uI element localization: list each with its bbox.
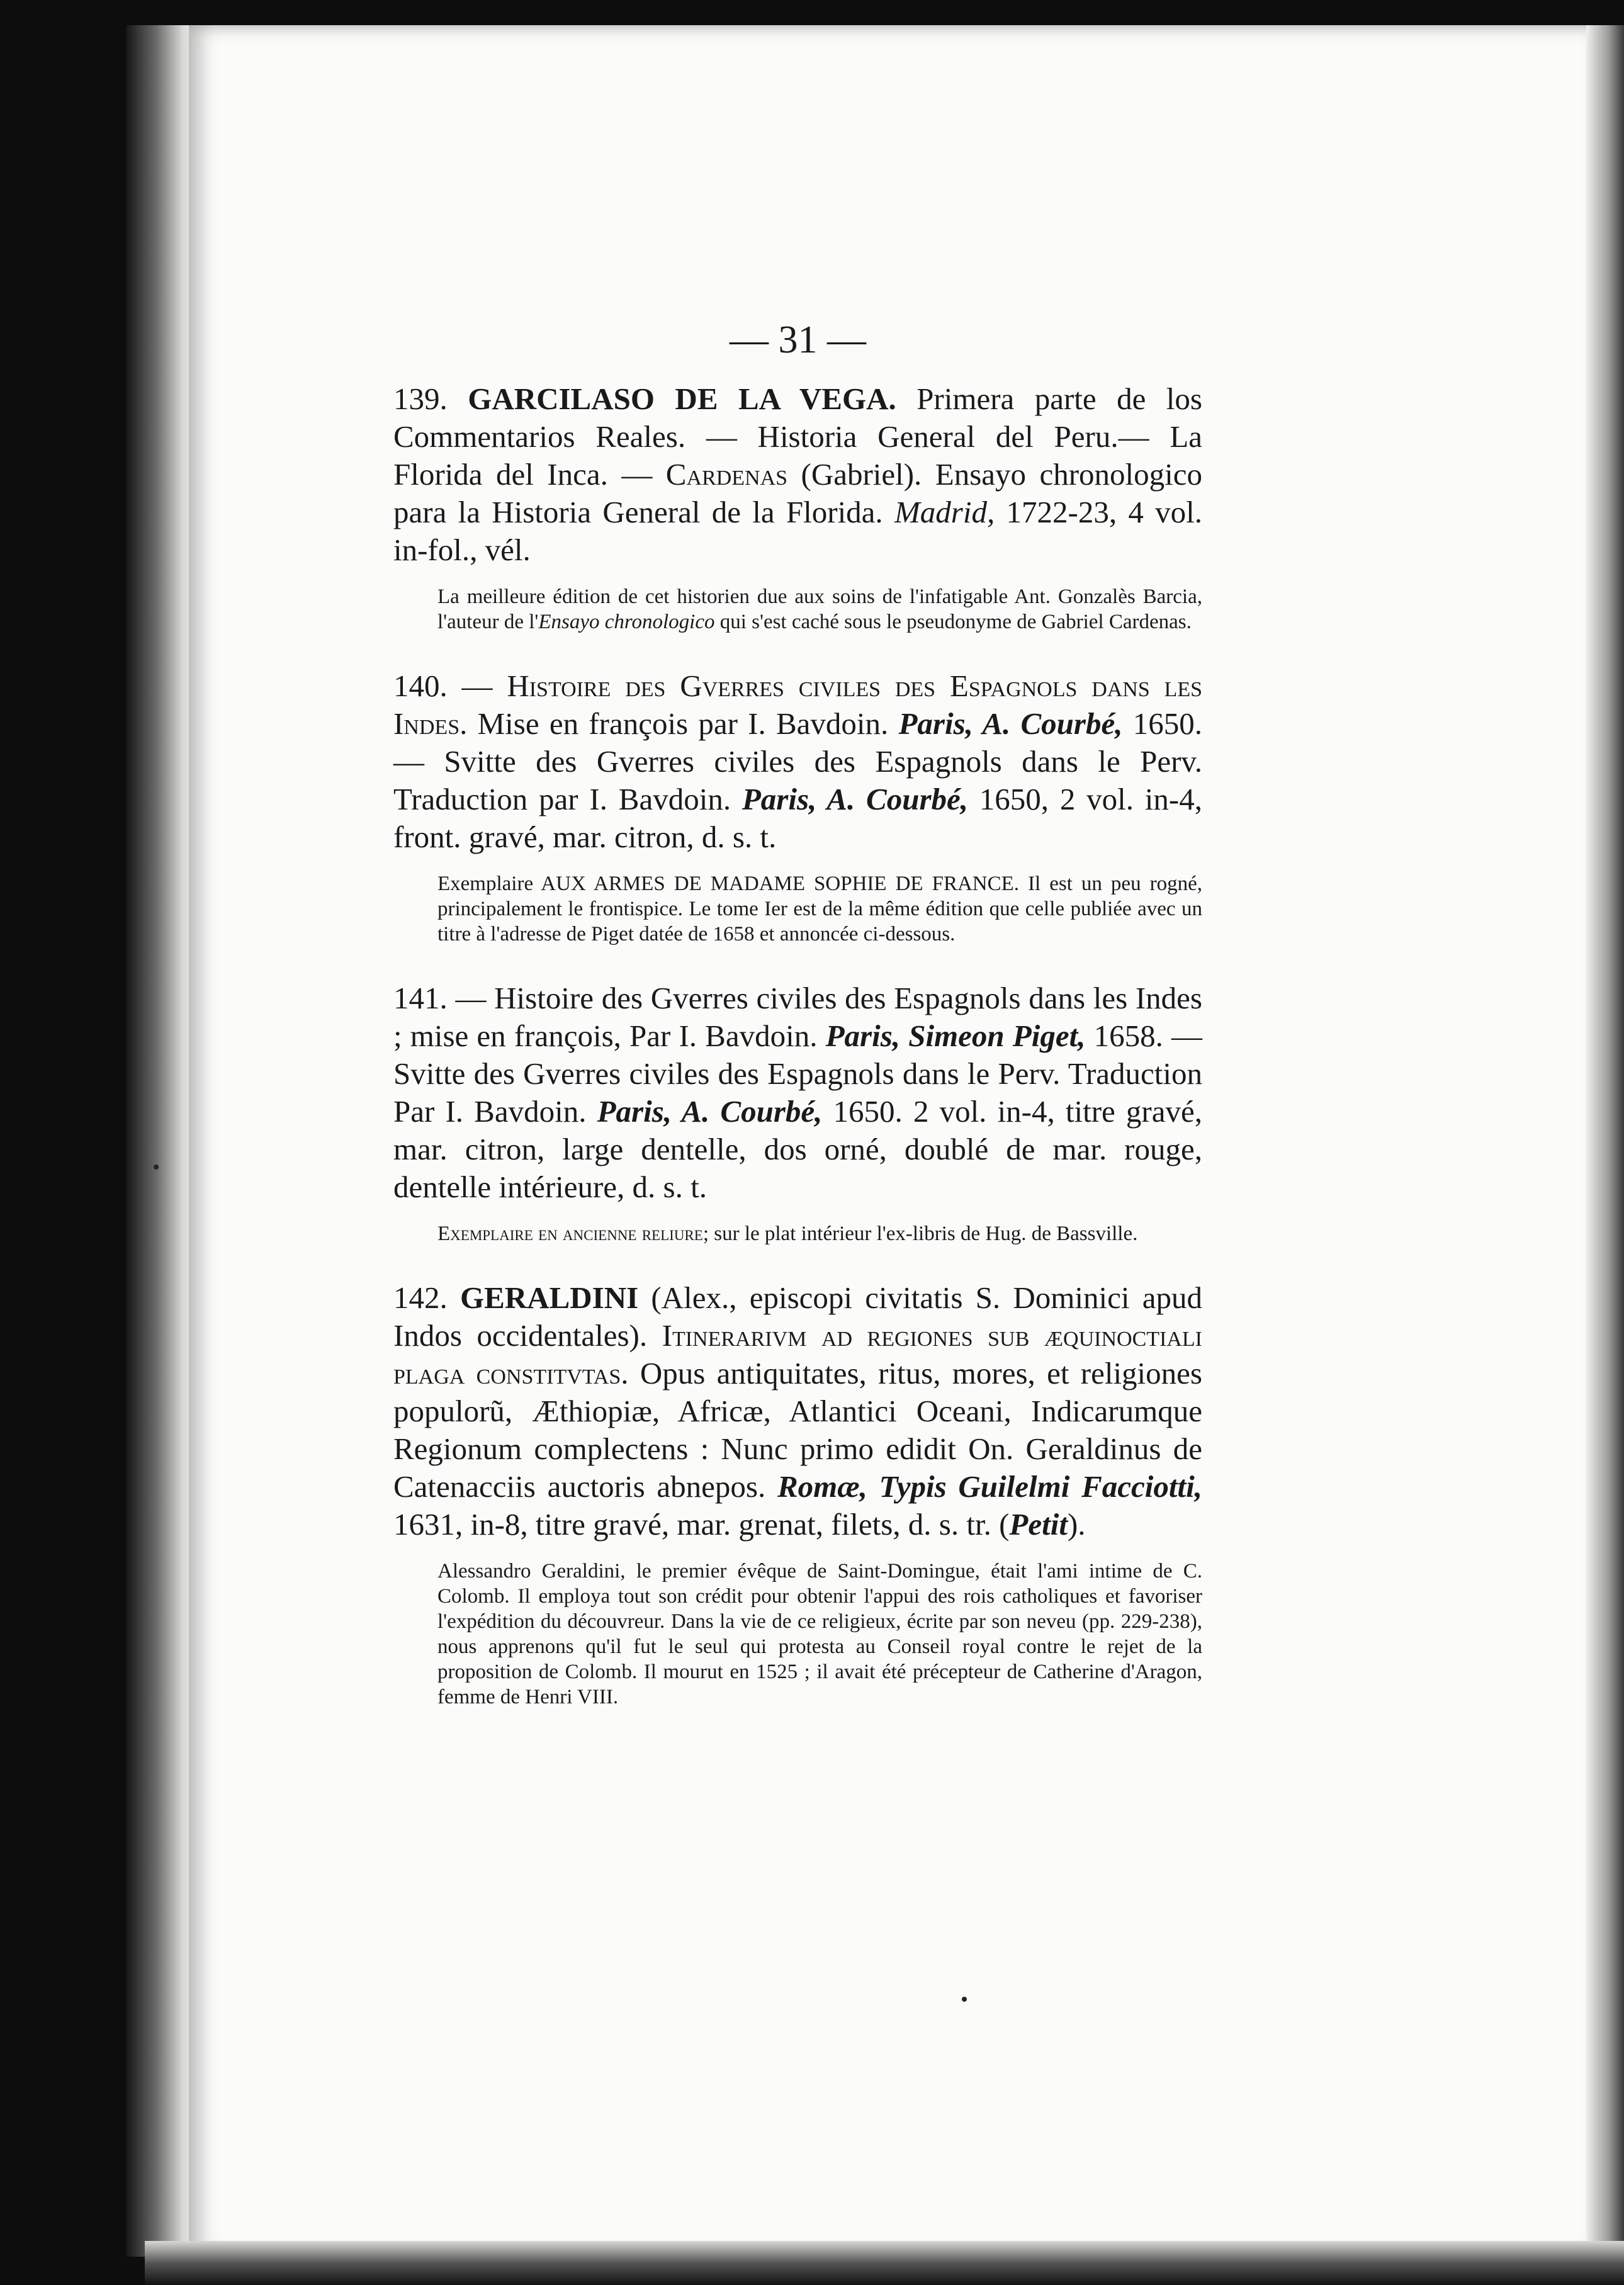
note-smallcaps: Exemplaire en ancienne reliure; <box>437 1222 709 1245</box>
catalog-entry-142 <box>393 1279 1202 1710</box>
entry-description: 1650, 2 vol. in-4, front. gravé, mar. citron, d. s. t. <box>393 782 1202 854</box>
note-text-2: qui s'est caché sous le pseudonyme de Gabriel Cardenas. <box>714 611 1192 633</box>
entry-dash: — <box>447 669 507 703</box>
entry-main-text <box>393 667 1202 856</box>
entry-note: Alessandro Geraldini, le premier évêque de Saint-Domingue, était l'ami intime de C. Colomb. Il employa tout son crédit pour obtenir l'appui des rois catholiques et favoriser l'expédition du découvreur. Dans la vie de ce religieux, écrite par son neveu (pp. 229-238), nous apprenons qu'il fut le seul qui protesta au Conseil royal contre le rejet de la proposition de Colomb. Il mourut en 1525 ; il avait été précepteur de Catherine d'Aragon, femme de Henri VIII. <box>437 1560 1202 1708</box>
entry-title-text: Primera parte de los Commentarios Reales. — Historia General del Peru.— La Florida del Inca. — <box>393 381 1202 492</box>
entry-imprint-2: Paris, A. Courbé, <box>742 782 969 816</box>
entry-binder: Petit <box>1009 1507 1068 1542</box>
entry-imprint: Madrid, <box>894 495 995 529</box>
entry-closing: ). <box>1067 1507 1086 1542</box>
entry-number: 140. <box>393 669 448 703</box>
entry-note <box>393 584 1202 635</box>
entry-main-text <box>393 979 1202 1206</box>
entry-title-text: — Histoire des Gverres civiles des Espagnols dans les Indes ; mise en françois, Par I. Bavdoin. <box>393 981 1202 1053</box>
catalog-entry-141 <box>393 979 1202 1246</box>
note-text: sur le plat intérieur l'ex-libris de Hug. de Bassville. <box>708 1222 1138 1245</box>
entry-title: Itinerarivm ad regiones sub æquinoctiali plaga constitvtas. <box>393 1318 1202 1391</box>
entry-author: GARCILASO DE LA VEGA. <box>468 381 896 416</box>
entry-imprint-2: Paris, A. Courbé, <box>597 1094 823 1129</box>
page-number: — 31 — <box>730 319 866 361</box>
entry-author-detail: (Alex., episcopi civitatis S. Dominici apud Indos occidentales). <box>393 1280 1202 1353</box>
entry-main-text <box>393 1279 1202 1543</box>
page-speck <box>962 1997 967 2002</box>
entry-title-text-2: (Gabriel). Ensayo chronologico para la Historia General de la Florida. <box>393 457 1202 529</box>
note-text: La meilleure édition de cet historien due aux soins de l'infatigable Ant. Gonzalès Barcia, l'auteur de l' <box>437 585 1202 633</box>
entry-note: Exemplaire AUX ARMES DE MADAME SOPHIE DE FRANCE. Il est un peu rogné, principalement le frontispice. Le tome Ier est de la même édition que celle publiée avec un titre à l'adresse de Piget datée de 1658 et annoncée ci-dessous. <box>437 872 1202 945</box>
entry-coauthor: Cardenas <box>665 457 788 492</box>
catalog-entry-139 <box>393 380 1202 635</box>
entry-continuation: 1650. — Svitte des Gverres civiles des Espagnols dans le Perv. Traduction par I. Bavdoin. <box>393 706 1202 816</box>
entry-imprint: Paris, Simeon Piget, <box>825 1018 1086 1053</box>
entry-main-text <box>393 380 1202 569</box>
page-right-edge <box>1586 25 1624 2257</box>
entry-description: 1650. 2 vol. in-4, titre gravé, mar. citron, large dentelle, dos orné, doublé de mar. rouge, dentelle intérieure, d. s. t. <box>393 1094 1202 1204</box>
page-bottom-edge <box>145 2241 1624 2285</box>
entry-continuation: 1658. — Svitte des Gverres civiles des Espagnols dans le Perv. Traduction Par I. Bavdoin. <box>393 1018 1203 1129</box>
entry-number: 139. <box>393 381 448 416</box>
catalog-entry-140 <box>393 667 1202 947</box>
catalog-text <box>393 318 1202 1742</box>
margin-speck <box>154 1165 159 1170</box>
entry-author: GERALDINI <box>447 1280 639 1315</box>
entry-note <box>393 1221 1202 1246</box>
entry-description: 1631, in-8, titre gravé, mar. grenat, filets, d. s. tr. ( <box>393 1507 1010 1542</box>
entry-imprint: Romæ, Typis Guilelmi Facciotti, <box>777 1469 1202 1504</box>
note-italic-title: Ensayo chronologico <box>538 611 715 633</box>
entry-number: 141. <box>393 981 448 1015</box>
entry-number: 142. <box>393 1280 448 1315</box>
entry-description: 1722-23, 4 vol. in-fol., vél. <box>393 495 1202 567</box>
entry-title-text: Mise en françois par I. Bavdoin. <box>467 706 899 741</box>
entry-title: Histoire des Gverres civiles des Espagnols dans les Indes. <box>393 669 1202 741</box>
entry-imprint: Paris, A. Courbé, <box>898 706 1123 741</box>
entry-title-text: Opus antiquitates, ritus, mores, et religiones populorũ, Æthiopiæ, Africæ, Atlantici Oceani, Indicarumque Regionum complectens : Nunc primo edidit On. Geraldinus de Catenacciis auctoris abnepos. <box>393 1356 1202 1504</box>
